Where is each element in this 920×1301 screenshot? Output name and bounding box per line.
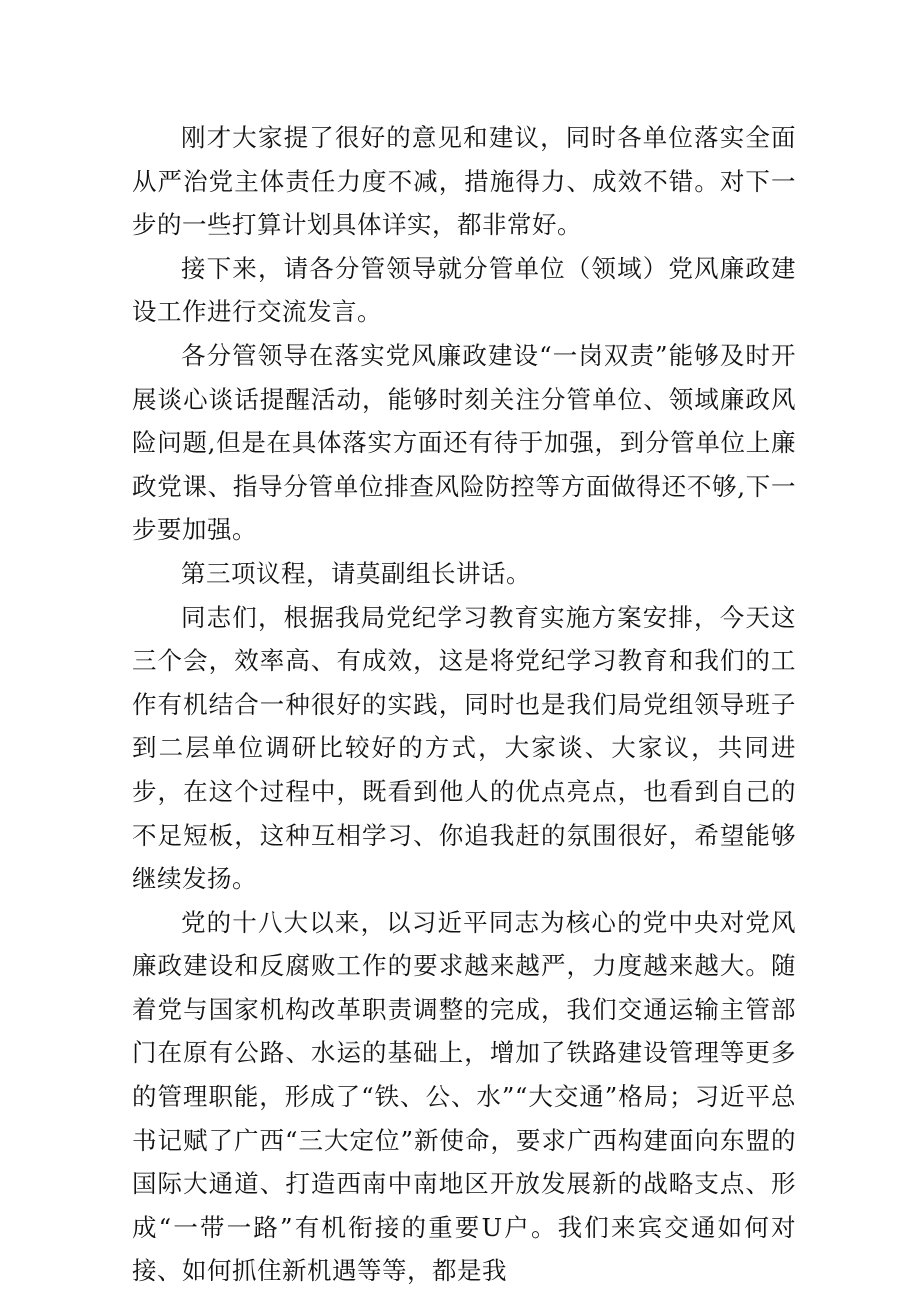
paragraph-3: 各分管领导在落实党风廉政建设“一岗双责”能够及时开展谈心谈话提醒活动，能够时刻关注分管单位、领域廉政风险问题,但是在具体落实方面还有待于加强，到分管单位上廉政党课、指导分管单位排查风险防控等方面做得还不够,下一步要加强。 (132, 340, 796, 545)
document-body (132, 116, 796, 1293)
paragraph-4: 第三项议程，请莫副组长讲话。 (181, 558, 531, 588)
paragraph-6: 党的十八大以来，以习近平同志为核心的党中央对党风廉政建设和反腐败工作的要求越来越严，力度越来越大。随着党与国家机构改革职责调整的完成，我们交通运输主管部门在原有公路、水运的基础上，增加了铁路建设管理等更多的管理职能，形成了“铁、公、水”“大交通”格局；习近平总书记赋了广西“三大定位”新使命，要求广西构建面向东盟的国际大通道、打造西南中南地区开放发展新的战略支点、形成“一带一路”有机衔接的重要U户。我们来宾交通如何对接、如何抓住新机遇等等，都是我 (132, 907, 796, 1286)
paragraph-5: 同志们，根据我局党纪学习教育实施方案安排，今天这三个会，效率高、有成效，这是将党纪学习教育和我们的工作有机结合一种很好的实践，同时也是我们局党组领导班子到二层单位调研比较好的方式，大家谈、大家议，共同进步，在这个过程中，既看到他人的优点亮点，也看到自己的不足短板，这种互相学习、你追我赶的氛围很好，希望能够继续发扬。 (132, 602, 796, 894)
paragraph-2: 接下来，请各分管领导就分管单位（领域）党风廉政建设工作进行交流发言。 (132, 253, 796, 327)
paragraph-1: 刚才大家提了很好的意见和建议，同时各单位落实全面从严治党主体责任力度不减，措施得力、成效不错。对下一步的一些打算计划具体详实，都非常好。 (132, 123, 796, 240)
